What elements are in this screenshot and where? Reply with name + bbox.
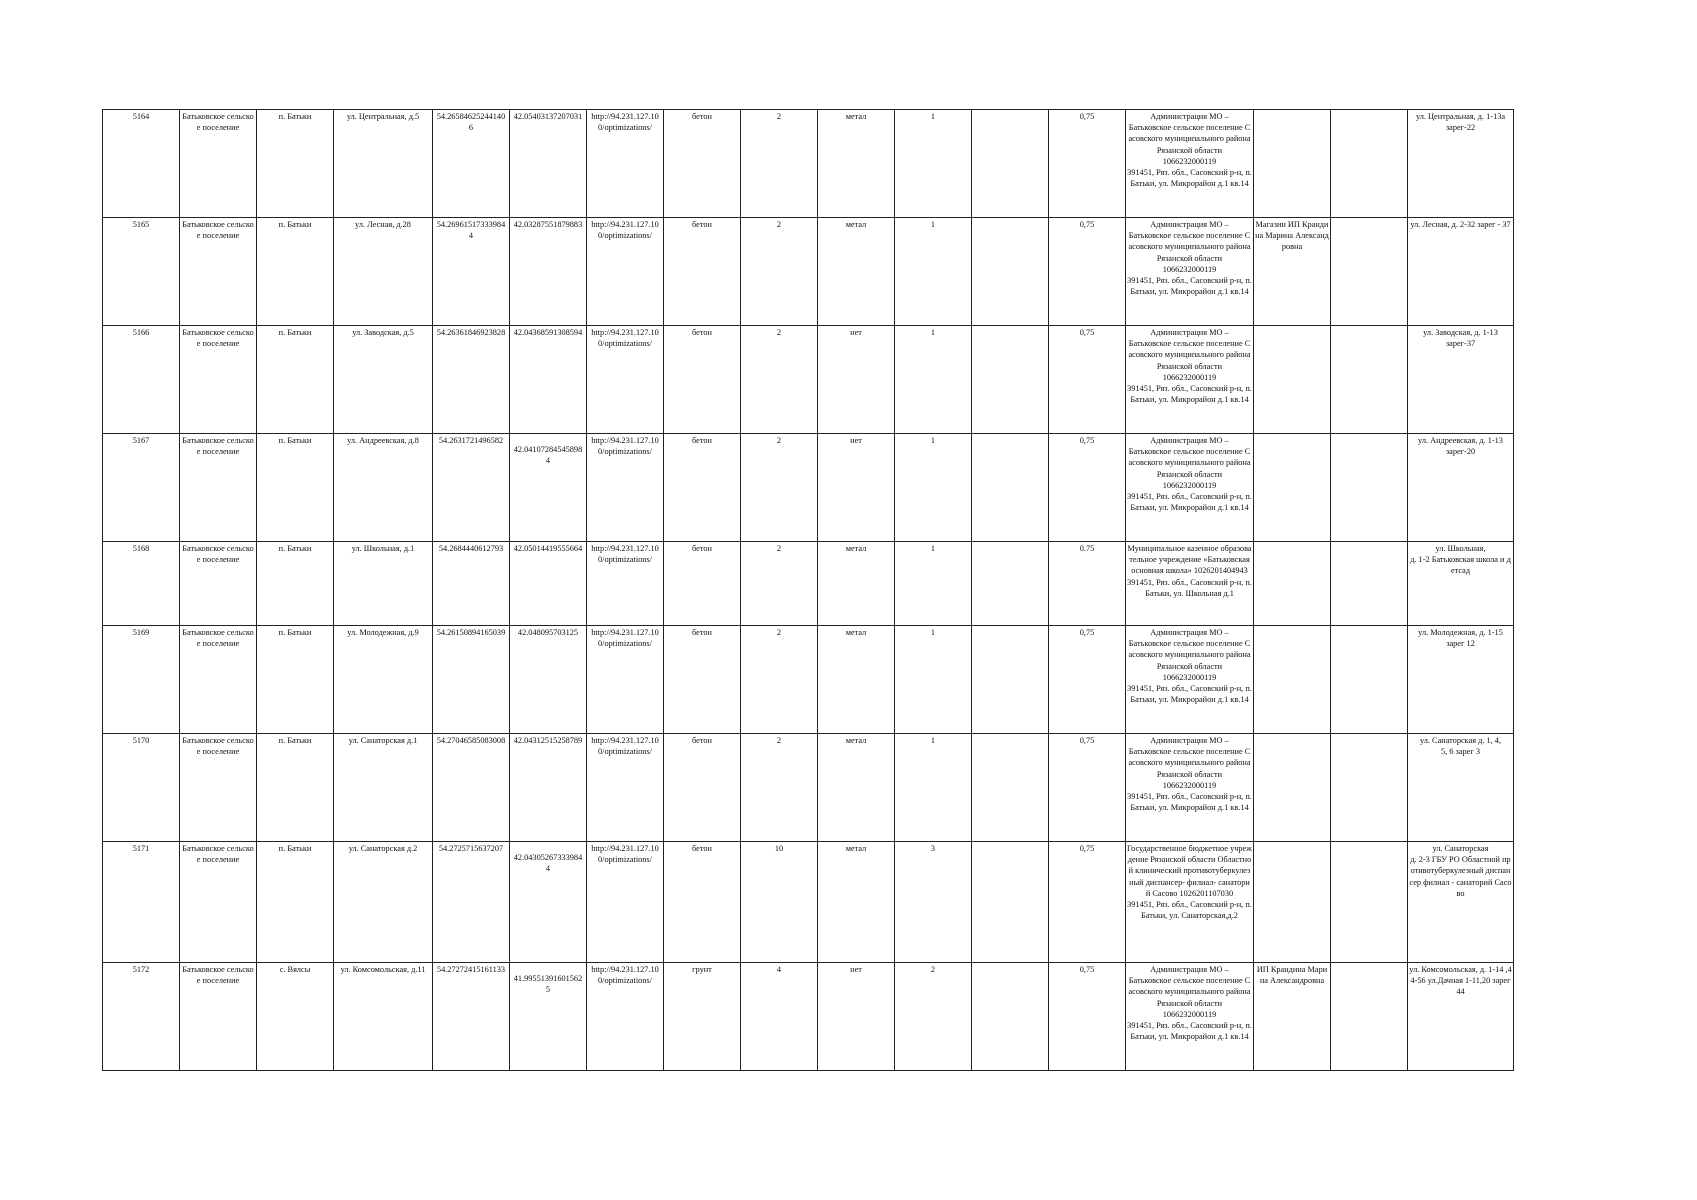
cell-empty [972, 963, 1049, 1071]
table-row [103, 218, 1514, 326]
cell-volume: 0,75 [1049, 626, 1126, 734]
cell-volume: 0.75 [1049, 542, 1126, 626]
cell-empty [1331, 542, 1408, 626]
cell-served-addresses: ул. Заводская, д. 1-13 зарег-37 [1408, 326, 1514, 434]
cell-empty [972, 218, 1049, 326]
cell-map-link[interactable]: http://94.231.127.10 0/optimizations/ [587, 626, 664, 734]
cell-address: ул. Санаторская д.1 [334, 734, 433, 842]
cell-latitude: 54.26584625244140 6 [433, 110, 510, 218]
table-row [103, 734, 1514, 842]
cell-owner: Администрация МО – Батьковское сельское поселение Сасовского муниципального района Рязанской области 1066232000119 391451, Ряз. обл., Сасовский р-н, п. Батьки, ул. Микрорайон д.1 кв.14 [1126, 326, 1254, 434]
cell-id: 5166 [103, 326, 180, 434]
cell-locality: п. Батьки [257, 110, 334, 218]
cell-served-addresses: ул. Андреевская, д. 1-13 зарег-20 [1408, 434, 1514, 542]
cell-served-addresses: ул. Центральная, д. 1-13а зарег-22 [1408, 110, 1514, 218]
cell-surface: бетон [664, 326, 741, 434]
cell-id: 5165 [103, 218, 180, 326]
cell-fence: метал [818, 734, 895, 842]
cell-served-addresses: ул. Санаторская д. 1, 4, 5, 6 зарег 3 [1408, 734, 1514, 842]
cell-operator [1254, 434, 1331, 542]
cell-volume: 0,75 [1049, 218, 1126, 326]
cell-container-count: 1 [895, 326, 972, 434]
registry-table [102, 109, 1514, 1071]
cell-settlement: Батьковское сельское поселение [180, 434, 257, 542]
cell-longitude: 42.04368591308594 [510, 326, 587, 434]
cell-owner: Администрация МО – Батьковское сельское поселение Сасовского муниципального района Рязанской области 1066232000119 391451, Ряз. обл., Сасовский р-н, п. Батьки, ул. Микрорайон д.1 кв.14 [1126, 110, 1254, 218]
cell-container-count: 1 [895, 434, 972, 542]
cell-empty [972, 842, 1049, 963]
cell-locality: п. Батьки [257, 542, 334, 626]
cell-operator: ИП Крандина Марина Александровна [1254, 963, 1331, 1071]
cell-fence: метал [818, 542, 895, 626]
cell-owner: Администрация МО – Батьковское сельское поселение Сасовского муниципального района Рязанской области 1066232000119 391451, Ряз. обл., Сасовский р-н, п. Батьки, ул. Микрорайон д.1 кв.14 [1126, 963, 1254, 1071]
cell-operator [1254, 626, 1331, 734]
cell-id: 5172 [103, 963, 180, 1071]
cell-owner: Администрация МО – Батьковское сельское поселение Сасовского муниципального района Рязанской области 1066232000119 391451, Ряз. обл., Сасовский р-н, п. Батьки, ул. Микрорайон д.1 кв.14 [1126, 626, 1254, 734]
cell-operator [1254, 110, 1331, 218]
cell-served-addresses: ул. Санаторская д. 2-3 ГБУ РО Областной противотуберкулезный диспансер филиал - санаторий Сасово [1408, 842, 1514, 963]
cell-settlement: Батьковское сельское поселение [180, 842, 257, 963]
cell-id: 5167 [103, 434, 180, 542]
cell-area: 2 [741, 434, 818, 542]
table-row [103, 110, 1514, 218]
cell-settlement: Батьковское сельское поселение [180, 734, 257, 842]
cell-owner: Администрация МО – Батьковское сельское поселение Сасовского муниципального района Рязанской области 1066232000119 391451, Ряз. обл., Сасовский р-н, п. Батьки, ул. Микрорайон д.1 кв.14 [1126, 434, 1254, 542]
cell-area: 10 [741, 842, 818, 963]
cell-settlement: Батьковское сельское поселение [180, 963, 257, 1071]
cell-fence: метал [818, 842, 895, 963]
cell-longitude: 42.048095703125 [510, 626, 587, 734]
cell-map-link[interactable]: http://94.231.127.10 0/optimizations/ [587, 110, 664, 218]
cell-locality: п. Батьки [257, 218, 334, 326]
cell-served-addresses: ул. Молодежная, д. 1-15 зарег 12 [1408, 626, 1514, 734]
cell-empty [1331, 963, 1408, 1071]
cell-map-link[interactable]: http://94.231.127.10 0/optimizations/ [587, 434, 664, 542]
cell-map-link[interactable]: http://94.231.127.10 0/optimizations/ [587, 963, 664, 1071]
cell-area: 2 [741, 734, 818, 842]
cell-fence: нет [818, 326, 895, 434]
table-row [103, 434, 1514, 542]
cell-settlement: Батьковское сельское поселение [180, 110, 257, 218]
cell-operator [1254, 842, 1331, 963]
cell-surface: бетон [664, 626, 741, 734]
cell-map-link[interactable]: http://94.231.127.10 0/optimizations/ [587, 326, 664, 434]
cell-fence: метал [818, 626, 895, 734]
cell-settlement: Батьковское сельское поселение [180, 542, 257, 626]
cell-locality: п. Батьки [257, 626, 334, 734]
cell-owner: Государственное бюджетное учреждение Рязанской области Областной клинический противотуберкулезный диспансер- филиал- санаторий Сасово 1026201107030 391451, Ряз. обл., Сасовский р-н, п. Батьки, ул. Санаторская,д.2 [1126, 842, 1254, 963]
cell-empty [972, 434, 1049, 542]
cell-empty [1331, 626, 1408, 734]
cell-id: 5171 [103, 842, 180, 963]
cell-fence: нет [818, 434, 895, 542]
cell-served-addresses: ул. Лесная, д. 2-32 зарег - 37 [1408, 218, 1514, 326]
cell-map-link[interactable]: http://94.231.127.10 0/optimizations/ [587, 542, 664, 626]
cell-locality: п. Батьки [257, 434, 334, 542]
cell-empty [972, 110, 1049, 218]
cell-container-count: 1 [895, 218, 972, 326]
cell-latitude: 54.26361846923828 [433, 326, 510, 434]
cell-empty [972, 326, 1049, 434]
cell-address: ул. Комсомольская, д.11 [334, 963, 433, 1071]
cell-address: ул. Заводская, д.5 [334, 326, 433, 434]
cell-id: 5164 [103, 110, 180, 218]
cell-served-addresses: ул. Комсомольская, д. 1-14 ,44-56 ул.Дачная 1-11,20 зарег 44 [1408, 963, 1514, 1071]
cell-latitude: 54.26150894165039 [433, 626, 510, 734]
cell-area: 2 [741, 218, 818, 326]
cell-area: 2 [741, 110, 818, 218]
cell-empty [1331, 110, 1408, 218]
cell-container-count: 1 [895, 626, 972, 734]
cell-container-count: 1 [895, 542, 972, 626]
cell-address: ул. Школьная, д.1 [334, 542, 433, 626]
cell-longitude: 42.03287551879883 [510, 218, 587, 326]
cell-area: 4 [741, 963, 818, 1071]
cell-area: 2 [741, 626, 818, 734]
cell-id: 5170 [103, 734, 180, 842]
cell-surface: бетон [664, 110, 741, 218]
cell-volume: 0,75 [1049, 110, 1126, 218]
cell-longitude: 42.04107284545898 4 [510, 434, 587, 542]
cell-settlement: Батьковское сельское поселение [180, 626, 257, 734]
cell-locality: п. Батьки [257, 842, 334, 963]
cell-surface: бетон [664, 434, 741, 542]
cell-volume: 0,75 [1049, 963, 1126, 1071]
cell-latitude: 54.27046585083008 [433, 734, 510, 842]
cell-address: ул. Андреевская, д.8 [334, 434, 433, 542]
cell-empty [972, 734, 1049, 842]
cell-locality: п. Батьки [257, 734, 334, 842]
cell-surface: бетон [664, 218, 741, 326]
cell-surface: бетон [664, 542, 741, 626]
cell-empty [1331, 326, 1408, 434]
cell-area: 2 [741, 326, 818, 434]
cell-fence: метал [818, 110, 895, 218]
cell-id: 5168 [103, 542, 180, 626]
cell-locality: п. Батьки [257, 326, 334, 434]
cell-owner: Администрация МО – Батьковское сельское поселение Сасовского муниципального района Рязанской области 1066232000119 391451, Ряз. обл., Сасовский р-н, п. Батьки, ул. Микрорайон д.1 кв.14 [1126, 218, 1254, 326]
cell-volume: 0,75 [1049, 434, 1126, 542]
cell-map-link[interactable]: http://94.231.127.10 0/optimizations/ [587, 218, 664, 326]
cell-address: ул. Санаторская д.2 [334, 842, 433, 963]
cell-longitude: 42.05403137207031 [510, 110, 587, 218]
cell-longitude: 42.04312515258789 [510, 734, 587, 842]
cell-empty [972, 626, 1049, 734]
cell-operator [1254, 542, 1331, 626]
cell-latitude: 54.27272415161133 [433, 963, 510, 1071]
cell-operator [1254, 326, 1331, 434]
table-row [103, 963, 1514, 1071]
cell-fence: метал [818, 218, 895, 326]
cell-address: ул. Молодежная, д.9 [334, 626, 433, 734]
cell-fence: нет [818, 963, 895, 1071]
cell-surface: бетон [664, 734, 741, 842]
cell-longitude: 41.99551391601562 5 [510, 963, 587, 1071]
table-row [103, 542, 1514, 626]
table-row [103, 842, 1514, 963]
cell-map-link[interactable]: http://94.231.127.10 0/optimizations/ [587, 734, 664, 842]
cell-empty [1331, 434, 1408, 542]
cell-longitude: 42.04305267333984 4 [510, 842, 587, 963]
cell-id: 5169 [103, 626, 180, 734]
cell-latitude: 54.2684440612793 [433, 542, 510, 626]
cell-owner: Муниципальное казенное образовательное учреждение «Батьковская основная школа» 1026201404943 391451, Ряз. обл., Сасовский р-н, п. Батьки, ул. Школьная д.1 [1126, 542, 1254, 626]
cell-longitude: 42.05014419555664 [510, 542, 587, 626]
cell-latitude: 54.2631721496582 [433, 434, 510, 542]
cell-volume: 0,75 [1049, 326, 1126, 434]
table-row [103, 326, 1514, 434]
cell-volume: 0,75 [1049, 842, 1126, 963]
cell-container-count: 1 [895, 110, 972, 218]
cell-address: ул. Центральная, д.5 [334, 110, 433, 218]
cell-empty [1331, 734, 1408, 842]
cell-empty [1331, 842, 1408, 963]
cell-operator [1254, 734, 1331, 842]
cell-surface: грунт [664, 963, 741, 1071]
cell-map-link[interactable]: http://94.231.127.10 0/optimizations/ [587, 842, 664, 963]
cell-container-count: 3 [895, 842, 972, 963]
cell-settlement: Батьковское сельское поселение [180, 218, 257, 326]
cell-locality: с. Вялсы [257, 963, 334, 1071]
cell-container-count: 1 [895, 734, 972, 842]
cell-latitude: 54.2725715637207 [433, 842, 510, 963]
cell-volume: 0,75 [1049, 734, 1126, 842]
cell-settlement: Батьковское сельское поселение [180, 326, 257, 434]
cell-container-count: 2 [895, 963, 972, 1071]
cell-area: 2 [741, 542, 818, 626]
table-row [103, 626, 1514, 734]
cell-latitude: 54.26961517333984 4 [433, 218, 510, 326]
cell-operator: Магазин ИП Крандина Марина Александровна [1254, 218, 1331, 326]
cell-empty [972, 542, 1049, 626]
cell-empty [1331, 218, 1408, 326]
cell-owner: Администрация МО – Батьковское сельское поселение Сасовского муниципального района Рязанской области 1066232000119 391451, Ряз. обл., Сасовский р-н, п. Батьки, ул. Микрорайон д.1 кв.14 [1126, 734, 1254, 842]
cell-served-addresses: ул. Школьная, д. 1-2 Батьковская школа и детсад [1408, 542, 1514, 626]
cell-surface: бетон [664, 842, 741, 963]
cell-address: ул. Лесная, д.28 [334, 218, 433, 326]
